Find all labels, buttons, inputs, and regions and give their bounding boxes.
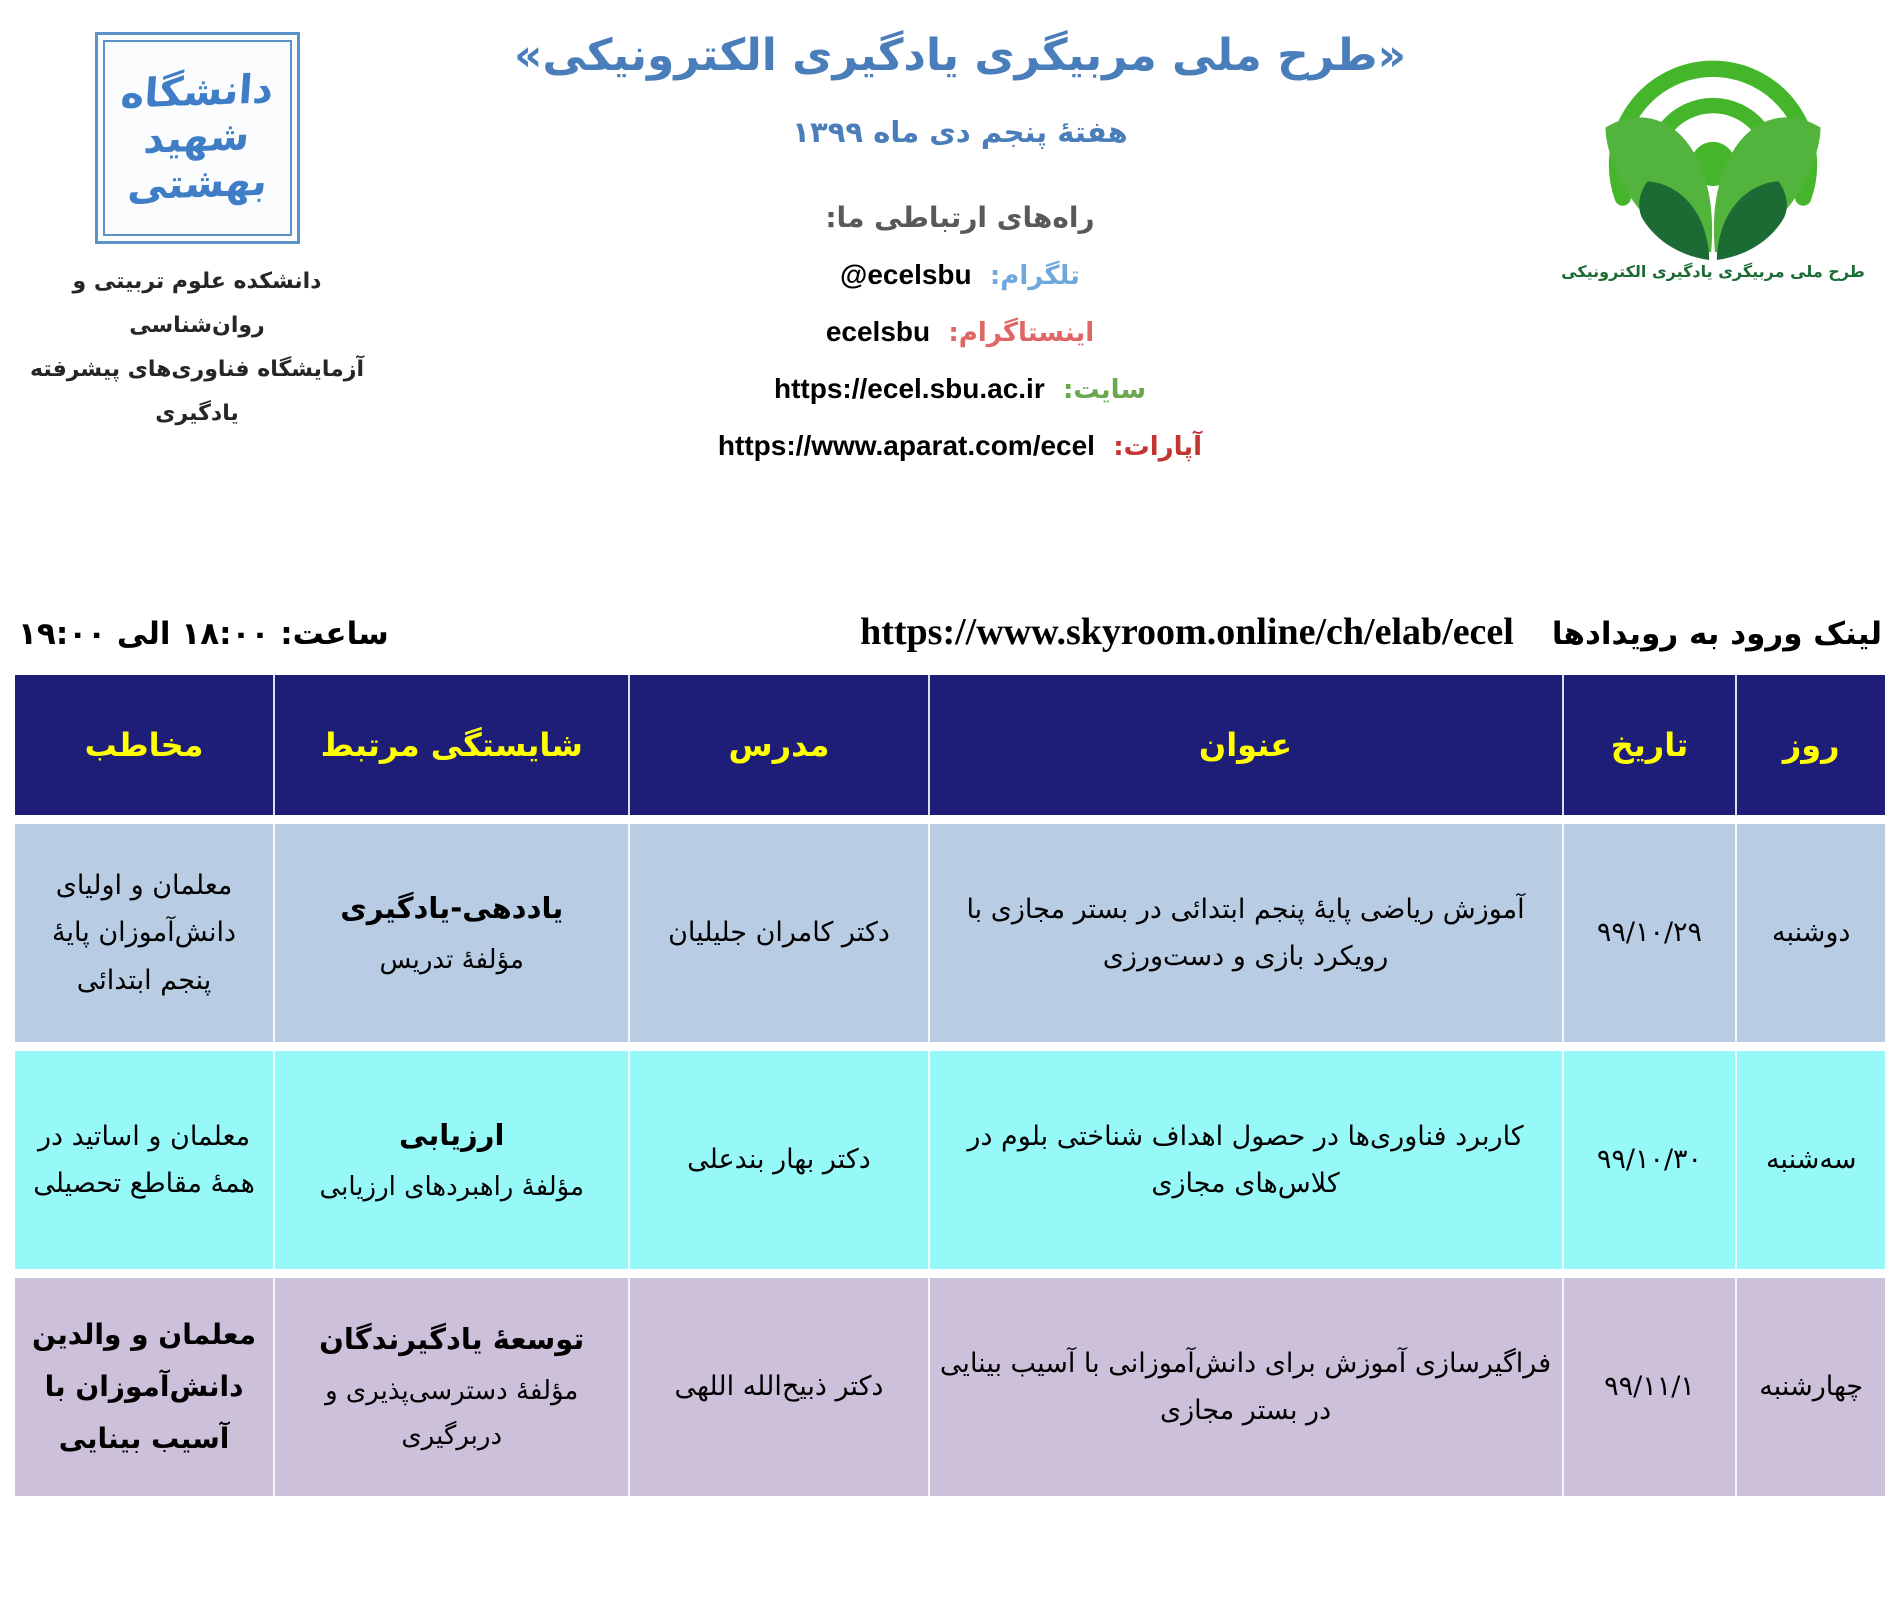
row2-competency bbox=[273, 1051, 628, 1269]
row2-instructor: دکتر بهار بندعلی bbox=[628, 1051, 927, 1269]
event-link-label: لینک ورود به رویدادها bbox=[1551, 616, 1882, 652]
site-label: سایت: bbox=[1063, 375, 1147, 405]
schedule-table bbox=[15, 666, 1885, 1505]
row2-date: ۹۹/۱۰/۳۰ bbox=[1562, 1051, 1736, 1269]
row1-competency-detail: مؤلفهٔ تدریس bbox=[379, 944, 524, 975]
row1-competency-title: یاددهی-یادگیری bbox=[340, 890, 564, 925]
instagram-handle[interactable]: ecelsbu bbox=[825, 316, 931, 347]
contact-site bbox=[382, 373, 1538, 405]
aparat-url[interactable]: https://www.aparat.com/ecel bbox=[717, 430, 1095, 461]
row3-date: ۹۹/۱۱/۱ bbox=[1562, 1278, 1736, 1496]
event-time: ساعت: ۱۸:۰۰ الی ۱۹:۰۰ bbox=[18, 616, 389, 652]
row1-title: آموزش ریاضی پایهٔ پنجم ابتدائی در بستر مجازی با رویکرد بازی و دست‌ورزی bbox=[928, 824, 1562, 1042]
event-link-url[interactable]: https://www.skyroom.online/ch/elab/ecel bbox=[860, 611, 1514, 653]
event-info-row bbox=[0, 610, 1900, 654]
program-logo-icon bbox=[1588, 20, 1838, 260]
logo-word-3: بهشتی bbox=[125, 158, 269, 210]
instagram-label: اینستاگرام: bbox=[948, 318, 1095, 348]
row3-competency bbox=[273, 1278, 628, 1496]
row1-date: ۹۹/۱۰/۲۹ bbox=[1562, 824, 1736, 1042]
logo-word-2: شهید bbox=[142, 113, 252, 163]
header-audience: مخاطب bbox=[15, 675, 273, 815]
row2-audience: معلمان و اساتید در همهٔ مقاطع تحصیلی bbox=[15, 1051, 273, 1269]
row2-title: کاربرد فناوری‌ها در حصول اهداف شناختی بلوم در کلاس‌های مجازی bbox=[928, 1051, 1562, 1269]
university-logo-calligraphy bbox=[103, 40, 292, 236]
faculty-name: دانشکده علوم تربیتی و روان‌شناسی bbox=[72, 269, 322, 338]
row3-competency-detail: مؤلفهٔ دسترسی‌پذیری و دربرگیری bbox=[325, 1375, 579, 1452]
row2-competency-detail: مؤلفهٔ راهبردهای ارزیابی bbox=[319, 1171, 584, 1202]
table-row bbox=[15, 824, 1885, 1042]
header-instructor: مدرس bbox=[628, 675, 927, 815]
telegram-handle[interactable]: @ecelsbu bbox=[840, 259, 972, 290]
row2-competency-title: ارزیابی bbox=[399, 1117, 505, 1152]
logo-word-1: دانشگاه bbox=[119, 66, 275, 118]
contact-telegram bbox=[382, 259, 1538, 291]
table-row bbox=[15, 1278, 1885, 1496]
lab-name: آزمایشگاه فناوری‌های پیشرفته یادگیری bbox=[30, 357, 364, 426]
header-day: روز bbox=[1735, 675, 1885, 815]
site-url[interactable]: https://ecel.sbu.ac.ir bbox=[773, 373, 1045, 404]
row1-audience: معلمان و اولیای دانش‌آموزان پایهٔ پنجم ابتدائی bbox=[15, 824, 273, 1042]
row3-title: فراگیرسازی آموزش برای دانش‌آموزانی با آسیب بینایی در بستر مجازی bbox=[928, 1278, 1562, 1496]
header-title: عنوان bbox=[928, 675, 1562, 815]
row2-day: سه‌شنبه bbox=[1735, 1051, 1885, 1269]
header-date: تاریخ bbox=[1562, 675, 1736, 815]
row1-day: دوشنبه bbox=[1735, 824, 1885, 1042]
table-row bbox=[15, 1051, 1885, 1269]
event-link-group bbox=[860, 610, 1882, 654]
contact-aparat bbox=[382, 430, 1538, 462]
page-subtitle: هفتهٔ پنجم دی ماه ۱۳۹۹ bbox=[792, 115, 1128, 149]
contact-instagram bbox=[382, 316, 1538, 348]
contact-heading: راه‌های ارتباطی ما: bbox=[825, 201, 1095, 234]
telegram-label: تلگرام: bbox=[989, 261, 1080, 291]
aparat-label: آپارات: bbox=[1113, 432, 1203, 462]
program-logo-block bbox=[1538, 14, 1888, 281]
page-title: «طرح ملی مربیگری یادگیری الکترونیکی» bbox=[513, 30, 1407, 81]
row3-instructor: دکتر ذبیح‌الله اللهی bbox=[628, 1278, 927, 1496]
program-logo-caption: طرح ملی مربیگری یادگیری الکترونیکی bbox=[1561, 262, 1865, 281]
row3-competency-title: توسعهٔ یادگیرندگان bbox=[319, 1322, 585, 1357]
title-block bbox=[382, 14, 1538, 462]
row3-audience: معلمان و والدین دانش‌آموزان با آسیب بینایی bbox=[15, 1278, 273, 1496]
row3-day: چهارشنبه bbox=[1735, 1278, 1885, 1496]
row1-competency bbox=[273, 824, 628, 1042]
row1-instructor: دکتر کامران جلیلیان bbox=[628, 824, 927, 1042]
table-header-row bbox=[15, 675, 1885, 815]
university-block bbox=[12, 14, 382, 436]
header-competency: شایستگی مرتبط bbox=[273, 675, 628, 815]
page-header bbox=[0, 0, 1900, 462]
university-logo bbox=[95, 32, 300, 244]
